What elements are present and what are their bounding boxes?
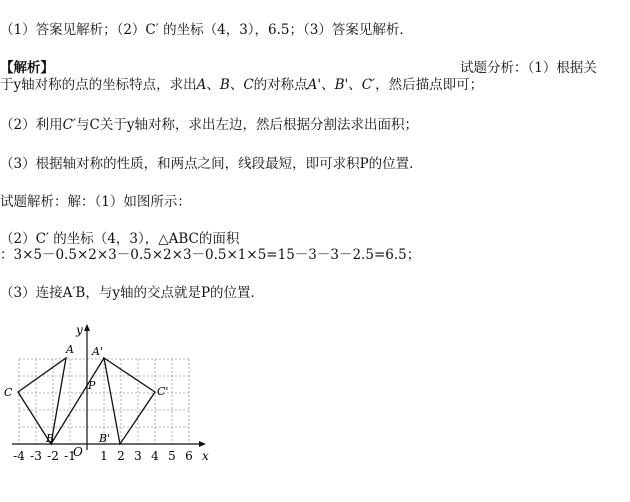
- solution-part-3: （3）连接A′B，与y轴的交点就是P的位置．: [0, 285, 265, 301]
- coordinate-figure: [0, 322, 210, 498]
- figure-point-c: C: [4, 386, 13, 399]
- figure-point-a: A: [66, 343, 74, 356]
- analysis-step-3: （3）根据轴对称的性质，和两点之间，线段最短，即可求积P的位置．: [0, 156, 423, 172]
- point-b-prime-label: B': [334, 77, 349, 93]
- analysis-label: 【解析】: [0, 60, 54, 76]
- point-a-prime-label: A': [307, 77, 322, 93]
- x-axis-label: x: [202, 449, 209, 463]
- solution-part-2-line-1: （2）C′ 的坐标（4，3），△ABC的面积: [0, 231, 240, 247]
- x-tick-label: -2: [47, 449, 59, 463]
- point-c-prime-label: C′: [361, 77, 376, 93]
- point-a-label: A: [196, 77, 207, 93]
- x-tick-label: -3: [30, 449, 42, 463]
- y-axis-label: y: [76, 323, 83, 337]
- x-tick-label: 2: [117, 449, 125, 463]
- x-tick-labels: [13, 449, 193, 463]
- x-tick-label: 6: [185, 449, 193, 463]
- figure-point-c-prime: C': [157, 385, 169, 398]
- x-tick-label: 3: [134, 449, 142, 463]
- x-tick-label: 5: [168, 449, 176, 463]
- analysis-step-1-pre: 于y轴对称的点的坐标特点，求出: [0, 77, 197, 93]
- x-tick-label: 1: [100, 449, 108, 463]
- figure-point-b-prime: B': [99, 432, 111, 445]
- x-tick-label: 4: [151, 449, 159, 463]
- point-b-label: B: [219, 77, 230, 93]
- analysis-step-2: [0, 116, 418, 134]
- solution-part-2-line-2: ：3×5－0.5×2×3－0.5×2×3－0.5×1×5=15－3－3－2.5=6.5；: [0, 247, 421, 263]
- analysis-step-1: 于y轴对称的点的坐标特点，求出A、B、C的对称点A'、B'、C′，然后描点即可；: [0, 77, 484, 93]
- x-tick-label: -4: [13, 449, 25, 463]
- analysis-step-2-post: 与C关于y轴对称，求出左边，然后根据分割法求出面积；: [76, 117, 418, 133]
- analysis-step-2-pre: （2）利用: [0, 117, 63, 133]
- solution-intro: 试题解析：解：（1）如图所示：: [0, 194, 191, 210]
- figure-point-a-prime: A': [92, 345, 103, 358]
- origin-label: O: [73, 445, 83, 459]
- point-c-label: C: [243, 77, 254, 93]
- analysis-heading: 试题分析：（1）根据关: [460, 60, 597, 76]
- figure-point-p: P: [88, 379, 96, 392]
- x-axis-arrow: [199, 441, 206, 447]
- figure-point-b: B: [46, 432, 55, 445]
- answer-summary: （1）答案见解析；（2）C′ 的坐标（4，3），6.5；（3）答案见解析．: [0, 22, 413, 38]
- triangle-a-prime-b-prime-c-prime: [104, 358, 155, 444]
- y-axis-arrow: [84, 324, 90, 331]
- analysis-step-1-mid: 的对称点: [253, 77, 308, 93]
- analysis-step-1-post: ，然后描点即可；: [375, 77, 484, 93]
- point-c-prime-inline: C′: [62, 117, 76, 133]
- x-tick-label: -1: [64, 449, 76, 463]
